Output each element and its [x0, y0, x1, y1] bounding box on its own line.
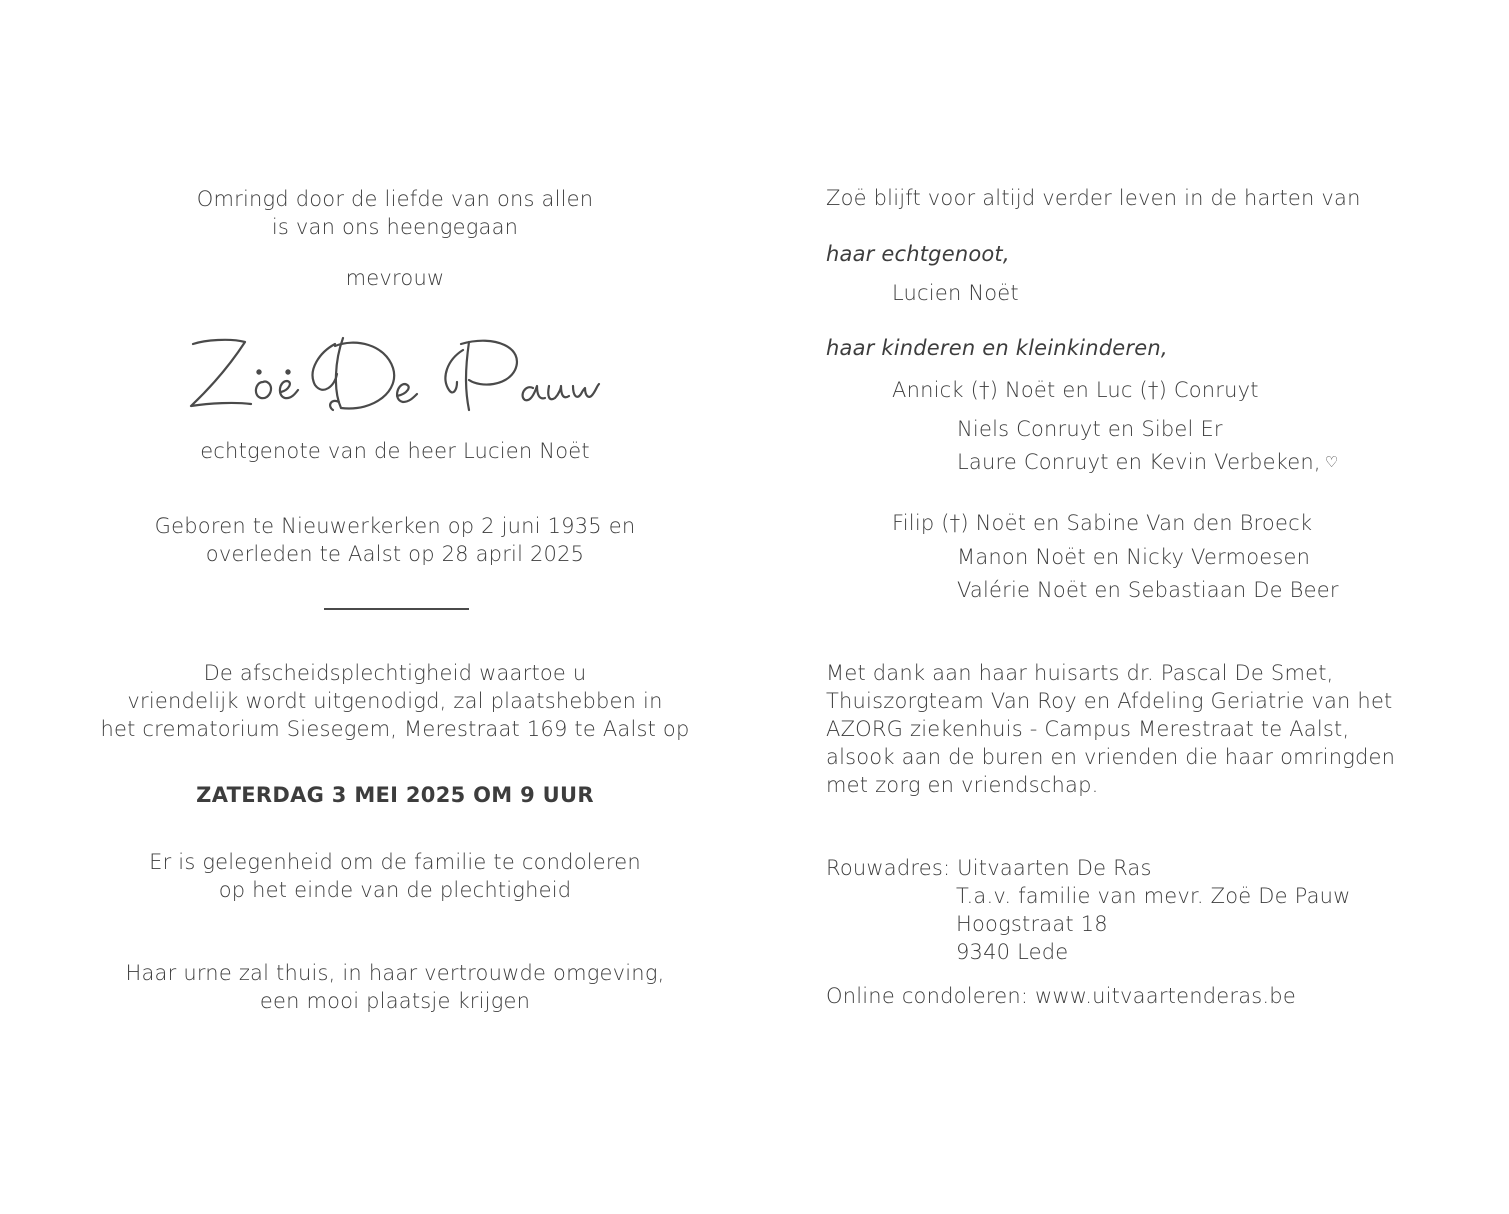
grandchild-1a: Niels Conruyt en Sibel Er: [957, 417, 1223, 441]
spouse-heading: haar echtgenoot,: [826, 242, 1010, 266]
ceremony-line-1: De afscheidsplechtigheid waartoe u: [203, 661, 587, 685]
address-line-1: Rouwadres: Uitvaarten De Ras: [826, 856, 1152, 880]
intro-line-1: Omringd door de liefde van ons allen: [196, 187, 594, 211]
ceremony-line-3: het crematorium Siesegem, Merestraat 169 te Aalst op: [100, 717, 690, 741]
title-mevrouw: mevrouw: [345, 266, 445, 290]
thanks-line-4: alsook aan de buren en vrienden die haar omringden: [826, 745, 1396, 769]
address-line-2: T.a.v. familie van mevr. Zoë De Pauw: [956, 884, 1351, 908]
grandchild-1b: [957, 448, 1338, 476]
born-line-1: Geboren te Nieuwerkerken op 2 juni 1935 en: [154, 514, 636, 538]
heart-icon: ♡: [1324, 453, 1339, 471]
grandchild-2a: Manon Noët en Nicky Vermoesen: [957, 545, 1311, 569]
child-1: Annick (†) Noët en Luc (†) Conruyt: [892, 378, 1259, 402]
thanks-line-3: AZORG ziekenhuis - Campus Merestraat te Aalst,: [826, 717, 1350, 741]
children-heading: haar kinderen en kleinkinderen,: [826, 336, 1168, 360]
intro-line-2: is van ons heengegaan: [271, 215, 519, 239]
child-2: Filip (†) Noët en Sabine Van den Broeck: [892, 511, 1313, 535]
ceremony-line-2: vriendelijk wordt uitgenodigd, zal plaatshebben in: [127, 689, 663, 713]
address-line-3: Hoogstraat 18: [956, 912, 1108, 936]
urn-line-1: Haar urne zal thuis, in haar vertrouwde omgeving,: [125, 961, 665, 985]
spouse-line: echtgenote van de heer Lucien Noët: [200, 439, 590, 463]
grandchild-2b: Valérie Noët en Sebastiaan De Beer: [957, 578, 1339, 602]
born-line-2: overleden te Aalst op 28 april 2025: [205, 542, 585, 566]
address-line-4: 9340 Lede: [956, 940, 1069, 964]
deceased-name-script: [185, 330, 605, 425]
online-condolence: Online condoleren: www.uitvaartenderas.be: [826, 984, 1296, 1008]
thanks-line-1: Met dank aan haar huisarts dr. Pascal De Smet,: [826, 661, 1334, 685]
spouse-name: Lucien Noët: [892, 281, 1019, 305]
urn-line-2: een mooi plaatsje krijgen: [259, 989, 531, 1013]
thanks-line-2: Thuiszorgteam Van Roy en Afdeling Geriatrie van het: [826, 689, 1393, 713]
grandchild-1b-text: Laure Conruyt en Kevin Verbeken,: [957, 450, 1321, 474]
divider-line: [324, 608, 469, 610]
remembrance-line: Zoë blijft voor altijd verder leven in de harten van: [826, 186, 1361, 210]
ceremony-date: ZATERDAG 3 MEI 2025 OM 9 UUR: [196, 783, 594, 807]
condolence-line-2: op het einde van de plechtigheid: [218, 878, 572, 902]
condolence-line-1: Er is gelegenheid om de familie te condoleren: [149, 850, 641, 874]
thanks-line-5: met zorg en vriendschap.: [826, 773, 1099, 797]
